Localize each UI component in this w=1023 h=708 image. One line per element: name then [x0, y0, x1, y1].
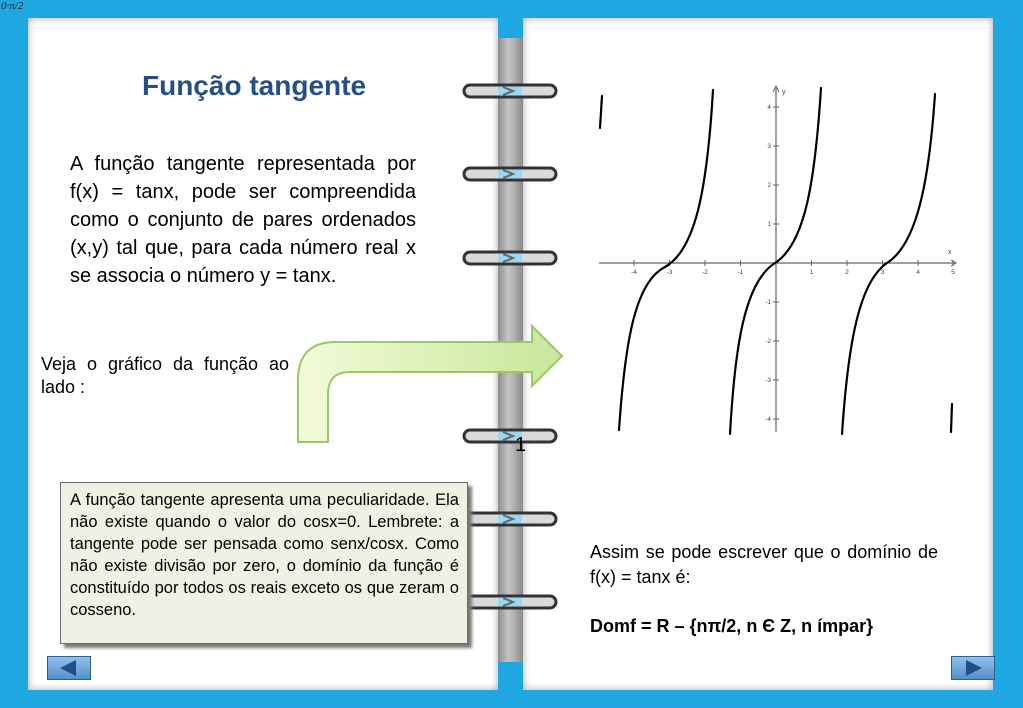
note-text: A função tangente apresenta uma peculiaridade. Ela não existe quando o valor do cosx=0. Lembrete: a tangente pode ser pensada como senx/cosx. Como não existe divisão por zero, o domínio da função é constituído por todos os reais exceto os que zeram o cosseno. — [70, 491, 459, 619]
domain-formula: Domf = R – {nπ/2, n Є Z, n ímpar} — [590, 616, 874, 636]
x-tick-label: 1 — [809, 269, 814, 276]
x-tick-label: -2 — [702, 269, 708, 276]
binder-ring-icon — [458, 246, 562, 270]
x-tick-label: 3 — [880, 269, 885, 276]
page-number: 1 — [515, 434, 527, 456]
y-tick-label: 2 — [767, 182, 771, 189]
tangent-branch — [842, 94, 935, 434]
curved-arrow-icon — [290, 322, 565, 447]
x-axis-label: x — [948, 249, 952, 256]
y-tick-label: -2 — [765, 338, 771, 345]
x-tick-label: -3 — [666, 269, 673, 276]
tangent-branch — [951, 404, 952, 432]
y-tick-label: 4 — [767, 104, 771, 111]
tangent-branch — [619, 90, 713, 430]
intro-paragraph: A função tangente representada por f(x) = tanx, pode ser compreendida como o conjunto de pares ordenados (x,y) tal que, para cada número real x se associa o número y = tanx. — [70, 153, 416, 287]
previous-page-button[interactable] — [47, 656, 91, 680]
page-title: Função tangente — [142, 70, 367, 101]
binder-ring-icon — [458, 162, 562, 186]
note-box — [60, 482, 468, 644]
binder-ring-icon — [458, 507, 562, 531]
x-tick-label: -1 — [737, 269, 744, 276]
see-graph-paragraph: Veja o gráfico da função ao lado : — [41, 354, 289, 397]
y-tick-label: -4 — [765, 416, 771, 423]
tangent-branch — [600, 96, 602, 128]
arrow-right-icon — [952, 657, 994, 679]
arrow-left-icon — [48, 657, 90, 679]
next-page-button[interactable] — [951, 656, 995, 680]
y-tick-label: -3 — [765, 377, 771, 384]
x-tick-label: 5 — [951, 269, 955, 276]
y-axis-label: y — [782, 89, 786, 96]
tangent-graph — [595, 82, 960, 437]
domain-paragraph: Assim se pode escrever que o domínio de f(x) = tanx é: — [590, 542, 938, 587]
binder-ring-icon — [458, 79, 562, 103]
corner-label: 0·π/2 — [1, 0, 24, 12]
binder-ring-icon — [458, 590, 562, 614]
y-tick-label: 1 — [767, 221, 771, 228]
y-tick-label: 3 — [767, 143, 771, 150]
x-tick-label: -4 — [631, 269, 637, 276]
x-tick-label: 2 — [845, 269, 849, 276]
y-tick-label: -1 — [765, 299, 771, 306]
x-tick-label: 4 — [916, 269, 920, 276]
